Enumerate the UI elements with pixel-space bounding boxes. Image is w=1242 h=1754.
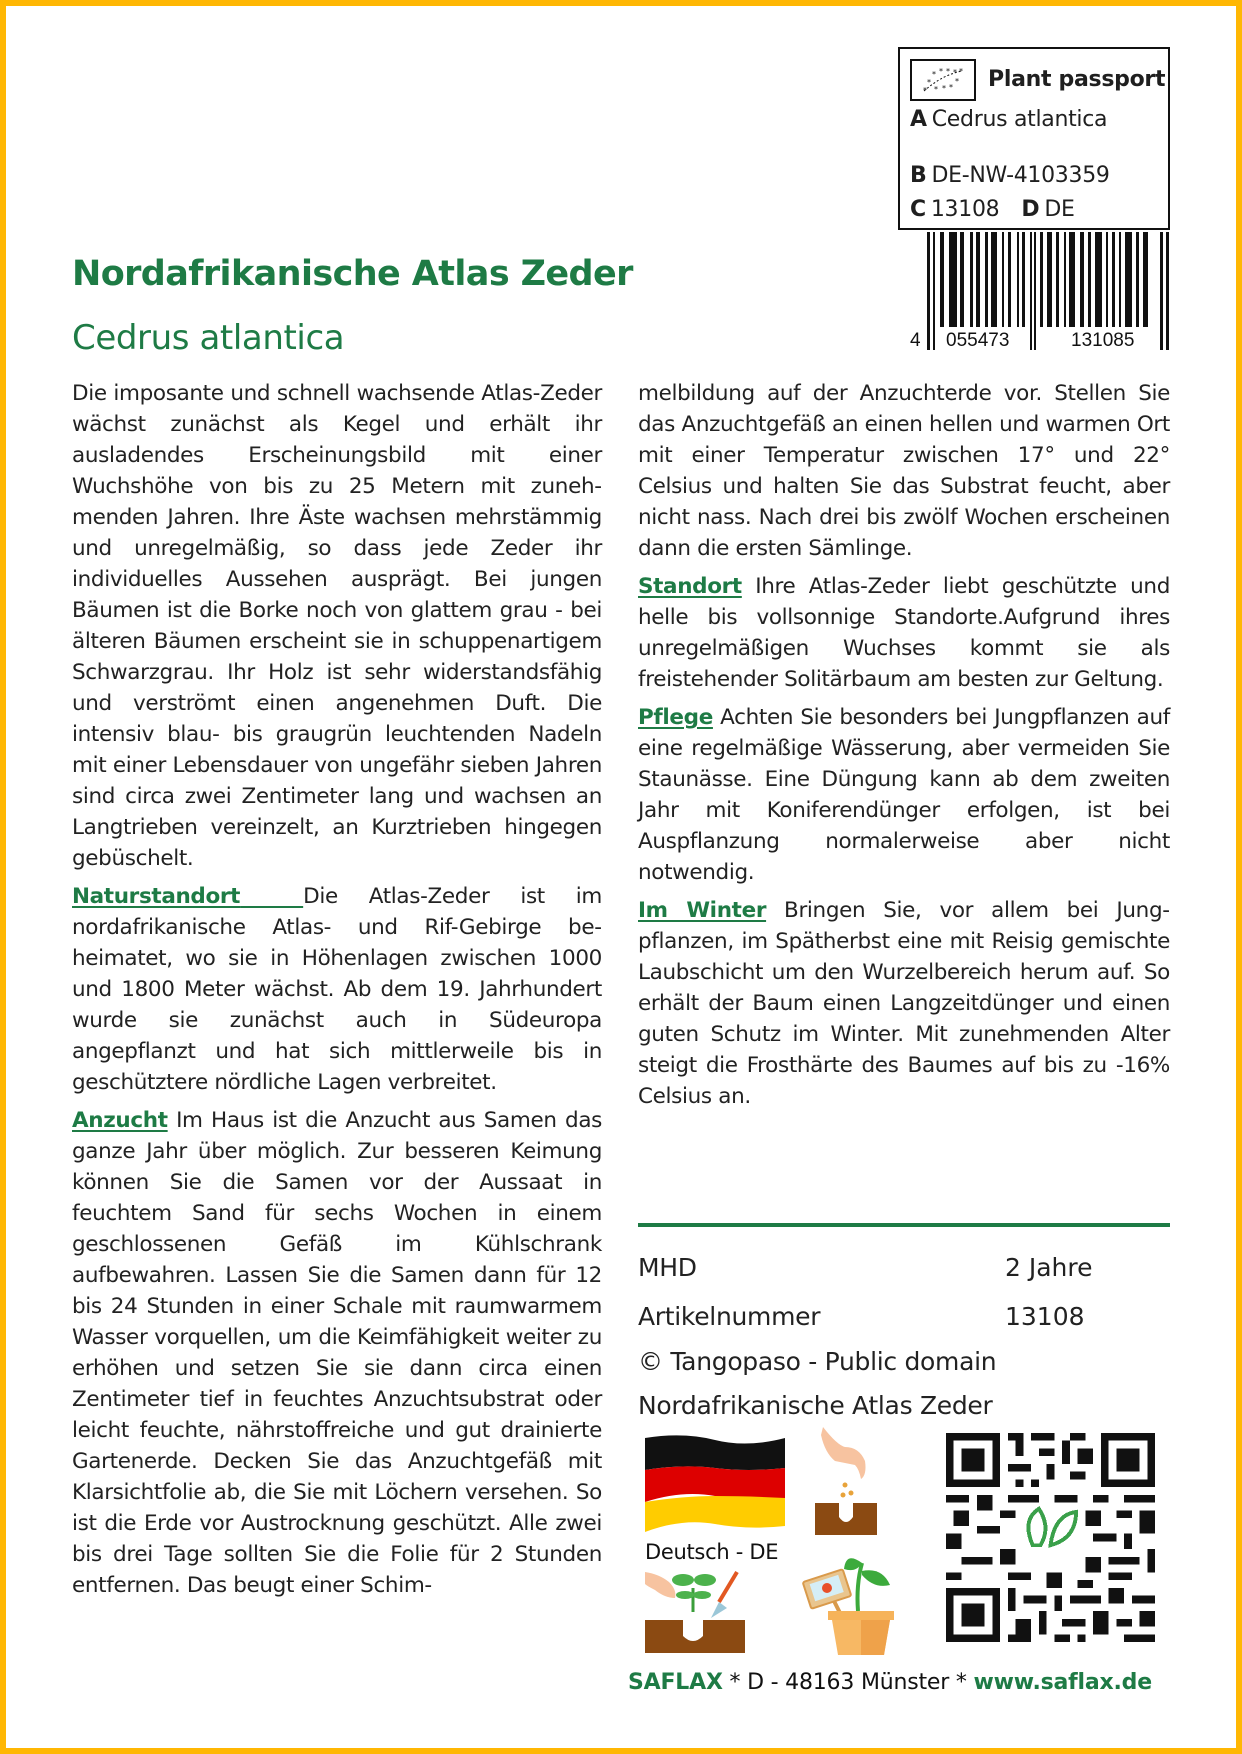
article-number-value: 13108 <box>1005 1302 1085 1331</box>
winter-heading: Im Winter <box>638 898 767 923</box>
naturstandort-text: Die Atlas-Zeder ist im nordafrikanische Atlas- und Rif-Gebirge beheimatet, wo sie in Höhenlagen zwischen 1000 und 1800 Meter wächst. Ab dem 19. Jahrhundert wurde sie zunächst auch in Südeuropa angepflanzt und hat sich mittlerweile bis in geschütztere nördliche Lagen verbreitet. <box>72 884 602 1095</box>
winter-text: Bringen Sie, vor allem bei Jungpflanzen, im Spätherbst eine mit Reisig gemischte Laubschicht um den Wurzelbereich herum auf. So erhält der Baum einen Langzeitdünger und einen guten Schutz im Winter. Mit zunehmenden Alter steigt die Frosthärte des Baumes auf bis zu -16% Celsius an. <box>638 898 1171 1109</box>
website-link[interactable]: www.saflax.de <box>973 1670 1152 1695</box>
anzucht-text-left: Im Haus ist die Anzucht aus Samen das ganze Jahr über möglich. Zur besseren Keimung können Sie die Samen vor der Aussaat in feuchtem Sand für sechs Wochen in einem geschlossenen Gefäß im Kühlschrank aufbewahren. Lassen Sie die Samen dann für 12 bis 24 Stunden in einer Schale mit raumwarmem Wasser vorquellen, um die Keimfähigkeit weiter zu erhöhen und setzen Sie sie dann circa einen Zentimeter tief in feuchtes Anzuchtsubstrat oder leicht feuchte, nährstoffreiche und gut drainierte Gartenerde. Decken Sie das Anzuchtgefäß mit Klarsichtfolie ab, die Sie mit Löchern versehen. So ist die Erde vor Austrocknung geschützt. Alle zwei bis drei Tage sollten Sie die Folie für 2 Stunden entfernen. Das beugt einer Schim- <box>72 1108 603 1598</box>
text-column-left <box>72 378 602 1608</box>
passport-field-b <box>910 163 1110 188</box>
image-copyright: © Tangopaso - Public domain <box>638 1347 997 1376</box>
passport-field-cd <box>910 197 1075 222</box>
passport-value-a: Cedrus atlantica <box>931 107 1108 132</box>
passport-value-b: DE-NW-4103359 <box>931 163 1110 188</box>
svg-text:*: * <box>953 68 957 77</box>
pflege-paragraph <box>638 702 1170 888</box>
svg-text:*: * <box>932 70 936 79</box>
barcode-digits-right: 131085 <box>1068 330 1137 352</box>
pflege-heading: Pflege <box>638 705 713 730</box>
mhd-label: MHD <box>638 1253 697 1282</box>
svg-text:*: * <box>939 67 943 76</box>
passport-field-a <box>910 107 1107 132</box>
passport-label-c: C <box>910 197 926 222</box>
botanical-name: Cedrus atlantica <box>72 318 345 358</box>
intro-paragraph: Die imposante und schnell wachsende Atlas-Zeder wächst zunächst als Kegel und erhält ihr ausladendes Erscheinungsbild mit einer Wuchshöhe von bis zu 25 Metern mit zunehmenden Jahren. Ihre Äste wachsen mehrstämmig und unregelmäßig, so dass jede Zeder ihr individuelles Aussehen ausprägt. Bei jungen Bäumen ist die Borke noch von glattem grau - bei älteren Bäumen erscheint sie in schuppenartigem Schwarzgrau. Ihr Holz ist sehr widerstandsfähig und verströmt einen angenehmen Duft. Die intensiv blau- bis graugrün leuchtenden Nadeln mit einer Lebensdauer von ungefähr sieben Jahren sind circa zwei Zentimeter lang und wachsen an Langtrieben vereinzelt, an Kurztrieben hingegen gebüschelt. <box>72 381 602 871</box>
footer <box>628 1670 1152 1695</box>
sowing-seeds-icon <box>815 1425 895 1535</box>
plant-passport-title: Plant passport <box>988 67 1166 92</box>
svg-text:*: * <box>927 78 931 87</box>
germany-flag-icon <box>643 1432 788 1532</box>
brand-name: SAFLAX <box>628 1670 723 1695</box>
svg-text:*: * <box>923 86 927 95</box>
plant-passport <box>898 47 1170 230</box>
svg-text:*: * <box>955 77 959 86</box>
anzucht-paragraph <box>72 1105 602 1601</box>
svg-text:*: * <box>942 84 946 93</box>
svg-text:*: * <box>946 67 950 76</box>
barcode-digit-first: 4 <box>907 330 924 352</box>
winter-paragraph <box>638 895 1170 1112</box>
section-divider <box>638 1223 1170 1227</box>
qr-code-icon <box>938 1425 1163 1650</box>
product-title: Nordafrikanische Atlas Zeder <box>72 254 633 294</box>
eu-flag-icon <box>910 59 976 101</box>
address: * D - 48163 Münster * <box>722 1670 974 1695</box>
passport-label-d: D <box>1021 197 1040 222</box>
barcode-digits-left: 055473 <box>943 330 1012 352</box>
standort-heading: Standort <box>638 574 742 599</box>
svg-text:*: * <box>949 83 953 92</box>
passport-label-b: B <box>910 163 927 188</box>
potted-seedling-icon <box>800 1545 900 1655</box>
planting-seedling-icon <box>645 1568 755 1653</box>
text-column-right <box>638 378 1170 1119</box>
anzucht-continued: melbildung auf der Anzuchterde vor. Stellen Sie das Anzuchtgefäß an einen hellen und warmen Ort mit einer Temperatur zwischen 17° und 22° Celsius und halten Sie das Substrat feucht, aber nicht nass. Nach drei bis zwölf Wochen erscheinen dann die ersten Sämlinge. <box>638 381 1170 561</box>
product-name: Nordafrikanische Atlas Zeder <box>638 1391 993 1420</box>
mhd-value: 2 Jahre <box>1005 1253 1093 1282</box>
pflege-text: Achten Sie besonders bei Jungpflanzen auf eine regelmäßige Wässerung, aber vermeiden Sie Staunässe. Eine Düngung kann ab dem zweiten Jahr mit Koniferendünger erfolgen, ist bei Auspflanzung normalerweise aber nicht notwendig. <box>638 705 1170 885</box>
svg-text:*: * <box>959 67 963 76</box>
naturstandort-paragraph <box>72 881 602 1098</box>
standort-text: Ihre Atlas-Zeder liebt geschützte und helle bis vollsonnige Standorte.Aufgrund ihres unregelmäßigen Wuchses kommt sie als freistehender Solitärbaum am besten zur Geltung. <box>638 574 1170 692</box>
passport-value-d: DE <box>1044 197 1075 222</box>
passport-label-a: A <box>910 107 927 132</box>
svg-text:*: * <box>934 85 938 94</box>
passport-value-c: 13108 <box>930 197 1000 222</box>
standort-paragraph <box>638 571 1170 695</box>
anzucht-heading: Anzucht <box>72 1108 168 1133</box>
naturstandort-heading: Naturstandort <box>72 884 241 909</box>
article-number-label: Artikelnummer <box>638 1302 821 1331</box>
language-label: Deutsch - DE <box>645 1540 779 1564</box>
